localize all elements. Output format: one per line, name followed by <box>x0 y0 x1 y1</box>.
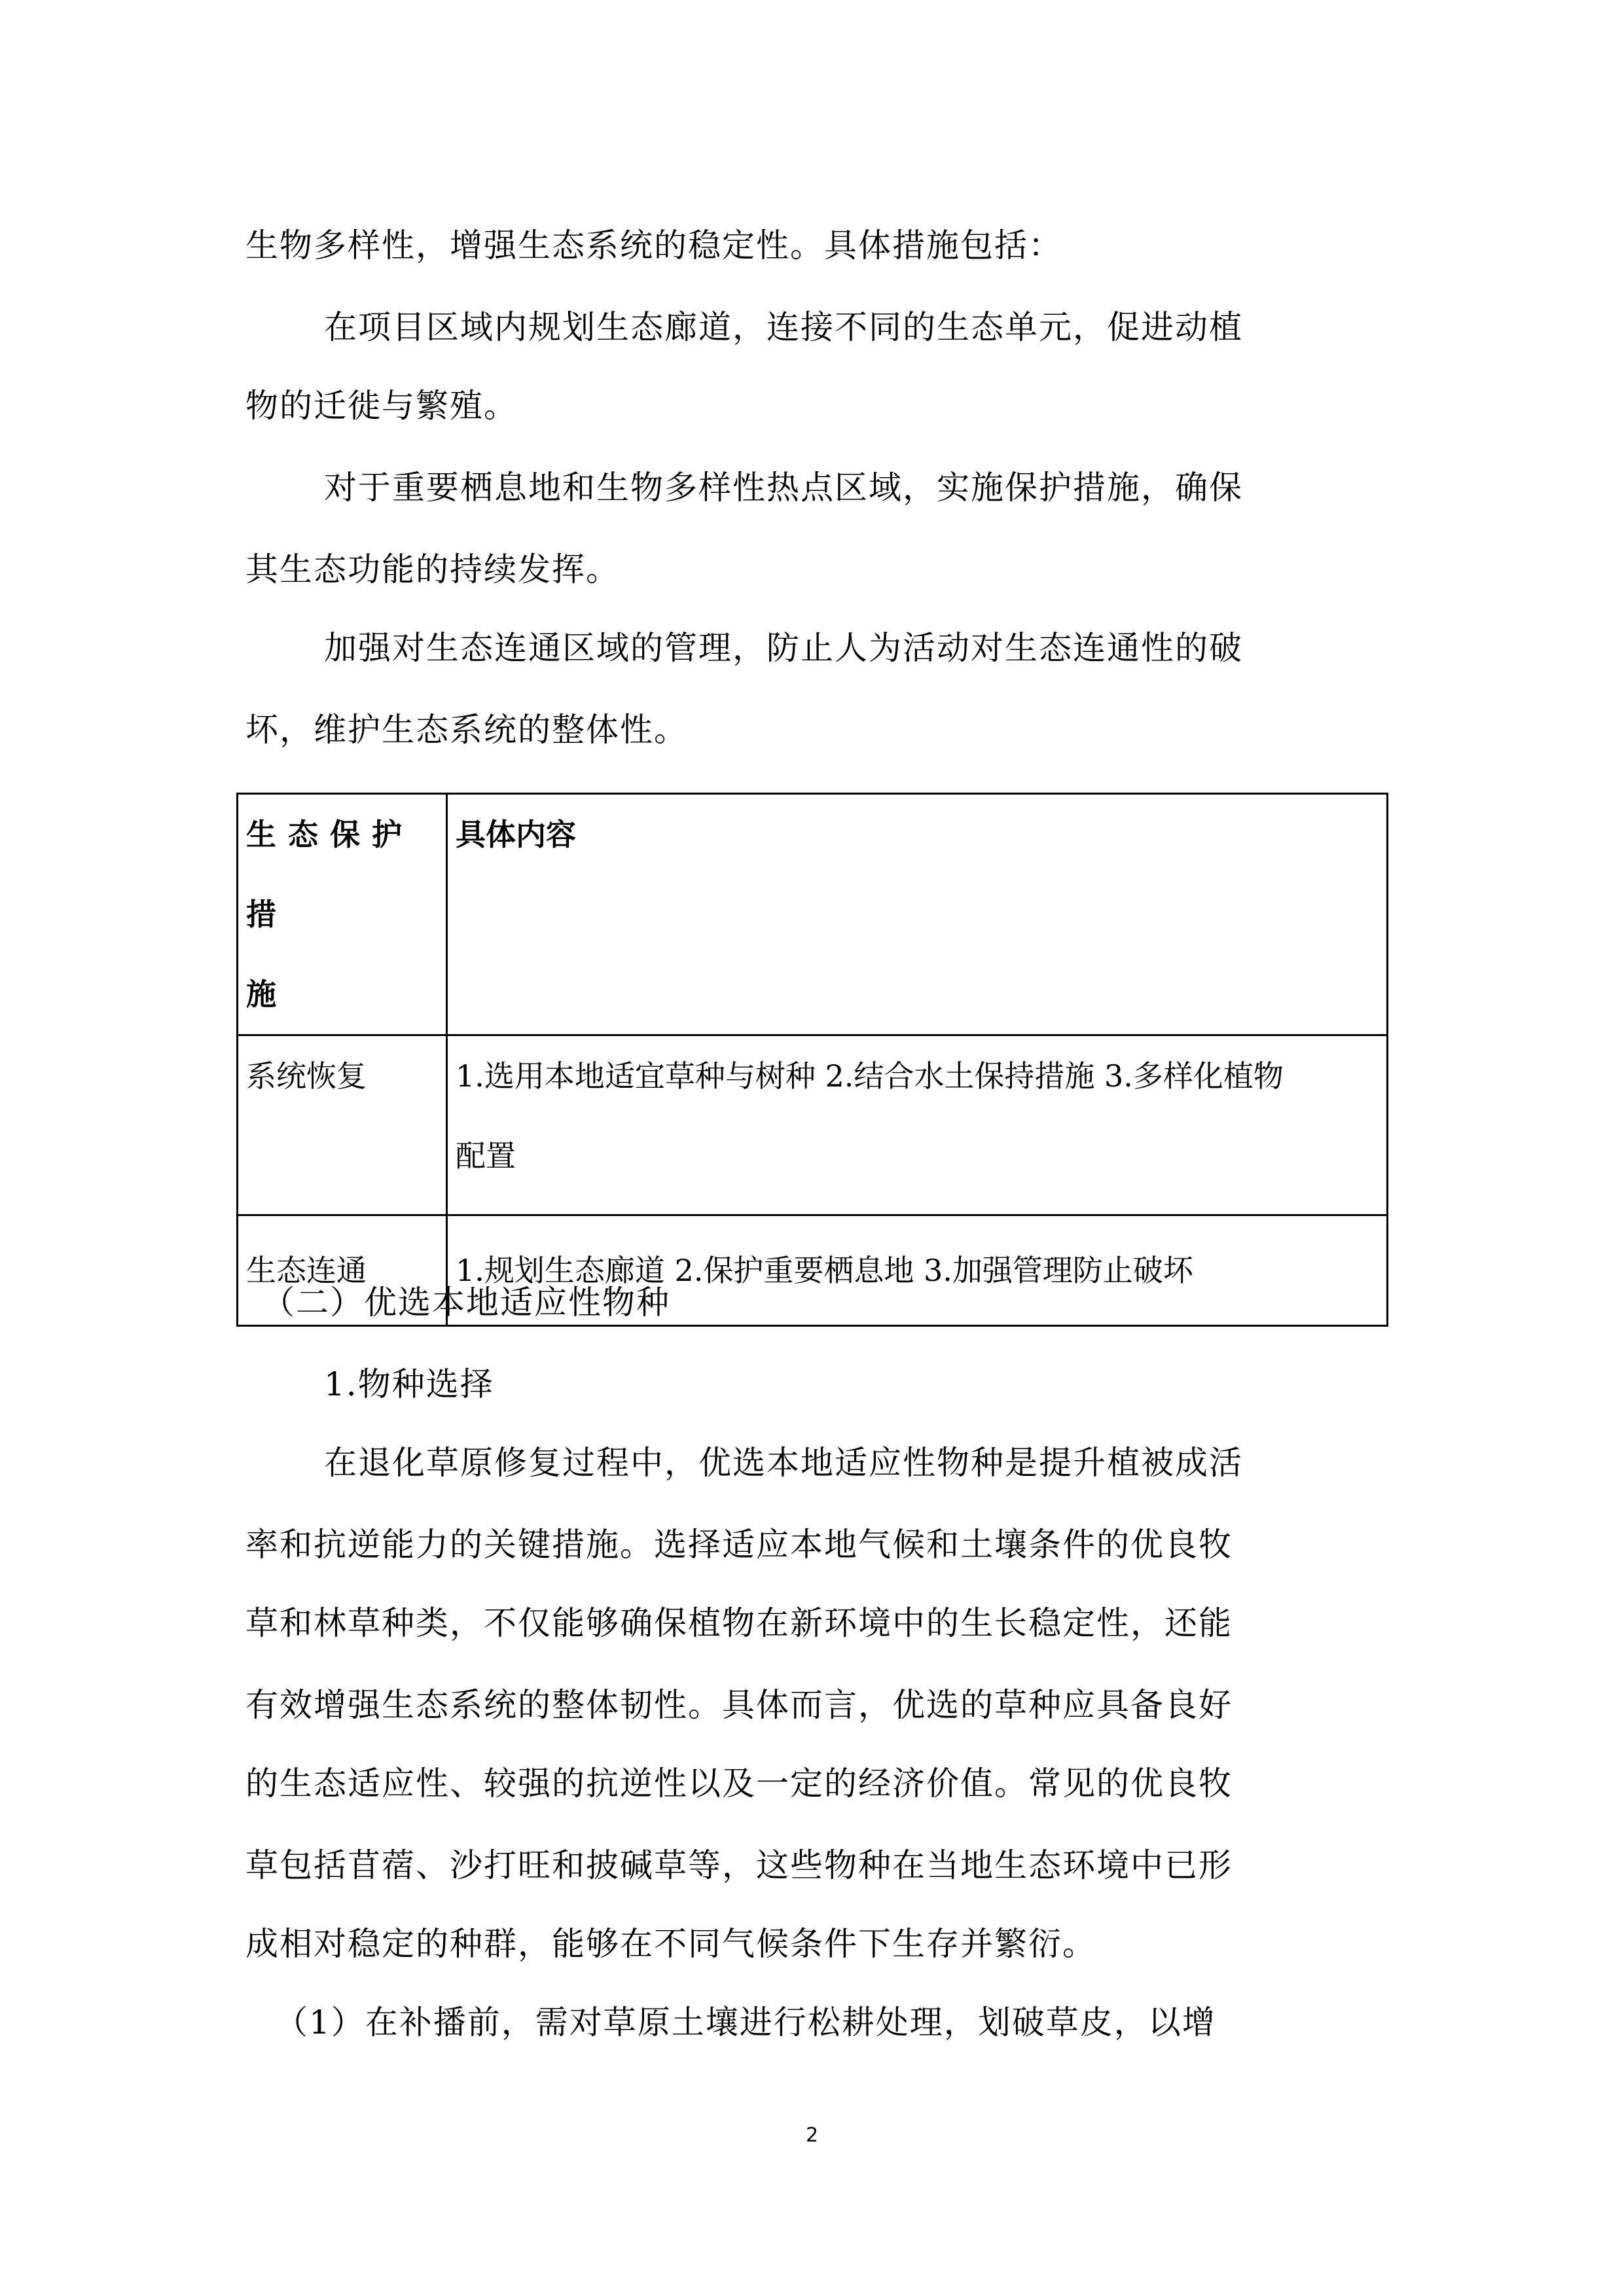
header-line: 具体内容 <box>456 817 576 852</box>
paragraph-line: 其生态功能的持续发挥。 <box>245 550 620 588</box>
paragraph-line: 生物多样性，增强生态系统的稳定性。具体措施包括： <box>245 226 1062 264</box>
header-line: 施 <box>246 977 276 1012</box>
cell-line: 1.规划生态廊道 2.保护重要栖息地 3.加强管理防止破坏 <box>456 1253 1193 1288</box>
body-line: 率和抗逆能力的关键措施。选择适应本地气候和土壤条件的优良牧 <box>245 1526 1233 1564</box>
table-header-measure <box>238 794 447 1035</box>
body-line: 在退化草原修复过程中，优选本地适应性物种是提升植被成活 <box>324 1444 1243 1482</box>
table-row <box>238 1035 1388 1215</box>
header-line: 生态保护措 <box>246 817 414 932</box>
body-line: 的生态适应性、较强的抗逆性以及一定的经济价值。常见的优良牧 <box>245 1765 1233 1803</box>
body-line: 有效增强生态系统的整体韧性。具体而言，优选的草种应具备良好 <box>245 1686 1233 1724</box>
section-heading: （二）优选本地适应性物种 <box>262 1283 670 1321</box>
body-line: 草和林草种类，不仅能够确保植物在新环境中的生长稳定性，还能 <box>245 1604 1233 1642</box>
table-cell-measure: 系统恢复 <box>238 1035 447 1215</box>
table-cell-measure: 生态连通 <box>238 1215 447 1326</box>
paragraph-line: 加强对生态连通区域的管理，防止人为活动对生态连通性的破 <box>324 629 1243 667</box>
body-line: 成相对稳定的种群，能够在不同气候条件下生存并繁衍。 <box>245 1925 1096 1963</box>
paragraph-line: 坏，维护生态系统的整体性。 <box>245 711 688 749</box>
paragraph-line: 在项目区域内规划生态廊道，连接不同的生态单元，促进动植 <box>324 308 1243 346</box>
table-header-row <box>238 794 1388 1035</box>
paragraph-line: 对于重要栖息地和生物多样性热点区域，实施保护措施，确保 <box>324 469 1243 507</box>
body-line: （1）在补播前，需对草原土壤进行松耕处理，划破草皮，以增 <box>275 2003 1216 2041</box>
table-header-content <box>447 794 1388 1035</box>
paragraph-line: 物的迁徙与繁殖。 <box>245 387 518 425</box>
cell-line: 1.选用本地适宜草种与树种 2.结合水土保持措施 3.多样化植物 <box>456 1058 1284 1094</box>
body-line: 草包括苜蓿、沙打旺和披碱草等，这些物种在当地生态环境中已形 <box>245 1846 1233 1884</box>
subsection-heading: 1.物种选择 <box>324 1365 494 1403</box>
page-number: 2 <box>805 2124 819 2147</box>
ecological-measures-table <box>236 793 1388 1327</box>
cell-line: 配置 <box>456 1138 516 1174</box>
table-cell-content <box>447 1035 1388 1215</box>
